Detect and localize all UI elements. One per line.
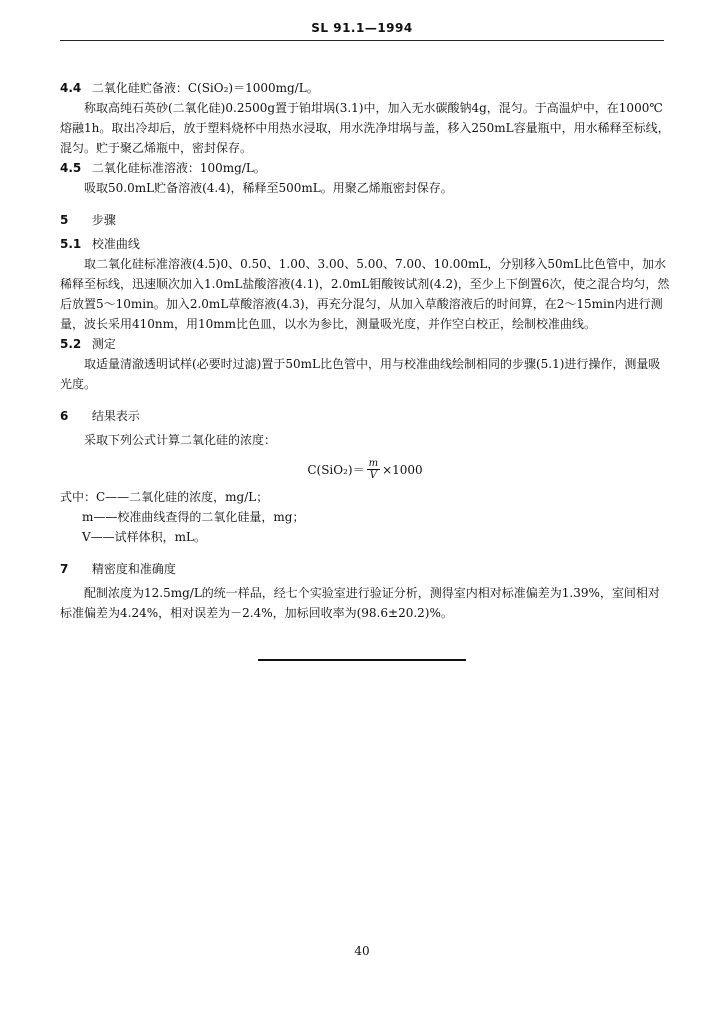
- section-number: 5: [60, 213, 69, 227]
- section-6-intro: 采取下列公式计算二氧化硅的浓度：: [84, 433, 277, 447]
- document-header: SL 91.1—1994: [311, 21, 413, 35]
- formula-numerator: m: [368, 458, 379, 469]
- section-6-heading: [60, 406, 670, 426]
- section-number: 4.5: [60, 161, 82, 175]
- section-7-heading: [60, 559, 670, 579]
- document-body: [60, 78, 670, 623]
- section-title: 校准曲线: [91, 237, 140, 251]
- section-number: 5.2: [60, 337, 82, 351]
- section-4-4-heading: [60, 78, 670, 98]
- definition-c: 式中：C——二氧化硅的浓度，mg/L；: [60, 490, 269, 504]
- section-4-5-heading: [60, 158, 670, 178]
- section-5-1-body: 取二氧化硅标准溶液(4.5)0、0.50、1.00、3.00、5.00、7.00、10.00mL，分别移入50mL比色管中，加水稀释至标线，迅速顺次加入1.0mL盐酸溶液(4.1)，2.0mL钼酸铵试剂(4.2)，至少上下倒置6次，使之混合均匀，然后放置5～10min。加入2.0mL草酸溶液(4.3)，再充分混匀，从加入草酸溶液后的时间算，在2～15min内进行测量，波长采用410nm，用10mm比色皿，以水为参比，测量吸光度，并作空白校正，绘制校准曲线。: [60, 257, 670, 331]
- section-5-1-heading: [60, 234, 670, 254]
- formula-lhs: C(SiO₂)＝: [307, 462, 365, 477]
- section-5-2-heading: [60, 334, 670, 354]
- section-number: 4.4: [60, 81, 82, 95]
- page-number: 40: [354, 944, 370, 958]
- formula-rhs: ×1000: [382, 462, 423, 477]
- section-title: 二氧化硅标准溶液：100mg/L。: [91, 161, 266, 175]
- section-5-2-body: 取适量清澈透明试样(必要时过滤)置于50mL比色管中，用与校准曲线绘制相同的步骤(5.1)进行操作，测量吸光度。: [60, 357, 661, 391]
- section-7-body: 配制浓度为12.5mg/L的统一样品，经七个实验室进行验证分析，测得室内相对标准偏差为1.39%，室间相对标准偏差为4.24%，相对误差为－2.4%，加标回收率为(98.6±20.2)%。: [60, 586, 660, 620]
- section-title: 结果表示: [91, 409, 140, 423]
- formula-denominator: V: [369, 470, 377, 481]
- formula-fraction: [367, 458, 380, 481]
- section-number: 7: [60, 562, 69, 576]
- section-title: 步骤: [91, 213, 116, 227]
- section-5-heading: [60, 210, 670, 230]
- section-title: 二氧化硅贮备液：C(SiO₂)＝1000mg/L。: [91, 81, 319, 95]
- section-title: 精密度和准确度: [91, 562, 176, 576]
- definition-m: m——校准曲线查得的二氧化硅量，mg；: [82, 510, 305, 524]
- concentration-formula: [60, 458, 670, 481]
- header-rule: [60, 40, 664, 41]
- section-number: 6: [60, 409, 69, 423]
- section-4-5-body: 吸取50.0mL贮备溶液(4.4)，稀释至500mL。用聚乙烯瓶密封保存。: [84, 181, 453, 195]
- section-4-4-body: 称取高纯石英砂(二氧化硅)0.2500g置于铂坩埚(3.1)中，加入无水碳酸钠4g，混匀。于高温炉中，在1000℃熔融1h。取出冷却后，放于塑料烧杯中用热水浸取，用水洗净坩埚与盖，移入250mL容量瓶中，用水稀释至标线，混匀。贮于聚乙烯瓶中，密封保存。: [60, 101, 670, 155]
- definition-v: V——试样体积，mL。: [82, 530, 207, 544]
- section-title: 测定: [91, 337, 116, 351]
- section-number: 5.1: [60, 237, 82, 251]
- end-of-text-rule: [258, 659, 466, 661]
